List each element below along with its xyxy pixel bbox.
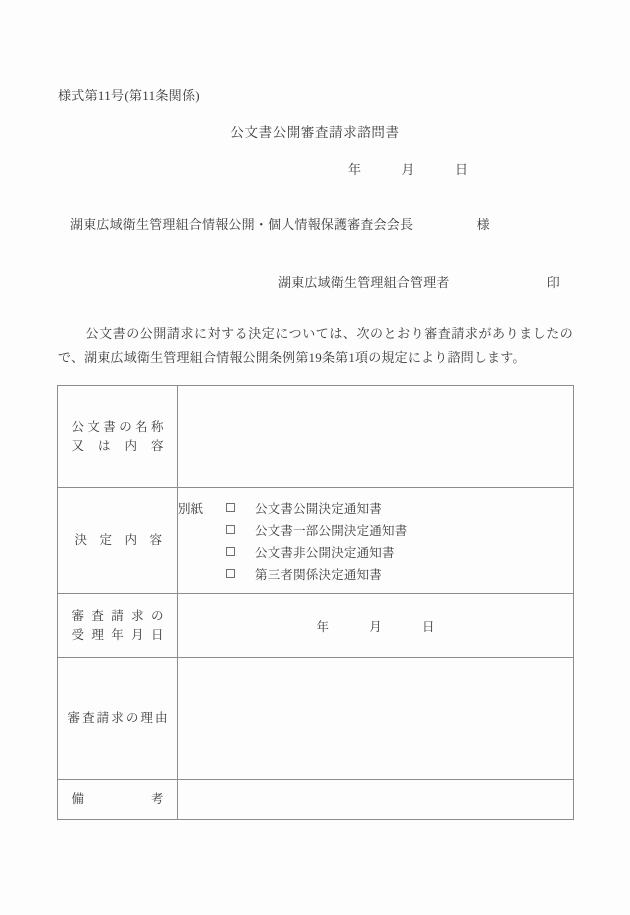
label-text-appeal-reason [58,709,177,728]
body-paragraph: 公文書の公開請求に対する決定については、次のとおり審査請求がありましたので、湖東広域衛生管理組合情報公開条例第19条第1項の規定により諮問します。 [58,326,573,365]
checkbox-icon[interactable] [226,547,235,556]
addressee-honorific: 様 [476,217,490,232]
value-cell-receipt-date[interactable] [178,594,574,658]
issue-date-line [0,159,630,178]
issue-date-month: 月 [401,162,415,177]
value-cell-appeal-reason[interactable] [178,658,574,780]
checkbox-icon[interactable] [226,525,235,534]
table-row-receipt-date [58,594,574,658]
decision-option-row[interactable] [178,519,573,541]
label-text-document-name [58,418,177,456]
decision-option-label: 公文書非公開決定通知書 [255,545,395,560]
decision-option-label: 公文書一部公開決定通知書 [255,523,408,538]
value-cell-document-name[interactable] [178,386,574,488]
seal-mark: 印 [546,275,560,290]
label-text-receipt-date [58,607,177,645]
sender-name: 湖東広域衛生管理組合管理者 [278,275,450,290]
label-line-1: 審査請求の [71,608,164,623]
decision-option-label: 第三者関係決定通知書 [255,567,383,582]
label-line-1: 公文書の名称 [71,419,164,434]
checkbox-icon[interactable] [226,503,235,512]
receipt-date-month: 月 [369,619,382,634]
table-row-remarks [58,780,574,820]
value-cell-remarks[interactable] [178,780,574,820]
receipt-date-year: 年 [316,619,329,634]
table-row-decision-content [58,488,574,594]
label-line-2: 受理年月日 [71,627,164,642]
addressee-line [70,214,490,233]
document-title: 公文書公開審査請求諮問書 [230,125,400,140]
label-text-remarks [58,790,177,809]
form-table [57,385,574,820]
value-cell-decision-content [178,488,574,594]
receipt-date-day: 日 [422,619,435,634]
label-text-decision-content [58,531,177,550]
sender-line [278,272,560,291]
table-row-appeal-reason [58,658,574,780]
label-line-1: 審査請求の理由 [67,711,168,725]
form-number: 様式第11号(第11条関係) [58,88,200,103]
label-line-1: 決 定 内 容 [74,533,163,547]
label-cell-decision-content [58,488,178,594]
label-cell-receipt-date [58,594,178,658]
decision-option-row[interactable] [178,563,573,585]
issue-date-day: 日 [455,162,469,177]
attachment-label: 別紙 [178,501,204,516]
label-line-1: 備 考 [71,792,164,806]
decision-option-label: 公文書公開決定通知書 [255,501,383,516]
label-line-2: 又 は 内 容 [71,438,164,453]
addressee-name: 湖東広域衛生管理組合情報公開・個人情報保護審査会会長 [70,217,414,232]
issue-date-year: 年 [347,162,361,177]
decision-option-row[interactable] [178,541,573,563]
checkbox-icon[interactable] [226,569,235,578]
label-cell-remarks [58,780,178,820]
table-row-document-name [58,386,574,488]
label-cell-document-name [58,386,178,488]
label-cell-appeal-reason [58,658,178,780]
decision-option-row[interactable] [178,497,573,519]
